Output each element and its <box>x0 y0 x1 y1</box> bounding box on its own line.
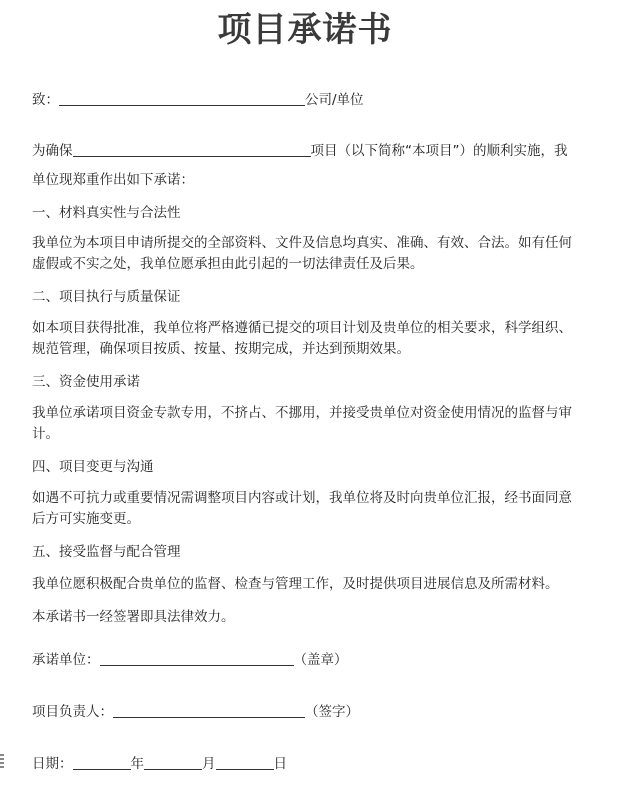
month-blank[interactable] <box>144 755 202 770</box>
section-body: 我单位为本项目申请所提交的全部资料、文件及信息均真实、准确、有效、合法。如有任何虚假或不实之处，我单位愿承担由此引起的一切法律责任及后果。 <box>32 235 572 272</box>
recipient-prefix: 致： <box>32 92 59 108</box>
section-body: 我单位愿积极配合贵单位的监督、检查与管理工作，及时提供项目进展信息及所需材料。 <box>32 576 559 592</box>
day-label: 日 <box>273 756 287 772</box>
project-lead-blank[interactable] <box>113 703 305 718</box>
signing-unit-blank[interactable] <box>100 651 294 666</box>
margin-marker <box>0 754 4 770</box>
recipient-blank[interactable] <box>59 91 305 106</box>
project-lead-label: 项目负责人： <box>32 704 113 720</box>
project-name-blank[interactable] <box>73 142 311 157</box>
intro-line <box>32 141 568 161</box>
year-blank[interactable] <box>73 755 131 770</box>
section-heading: 五、接受监督与配合管理 <box>32 544 181 560</box>
intro-suffix: 项目（以下简称“本项目”）的顺利实施，我 <box>310 143 568 159</box>
recipient-line <box>32 90 364 110</box>
project-lead-line <box>32 702 359 722</box>
section-heading: 二、项目执行与质量保证 <box>32 289 181 305</box>
month-label: 月 <box>202 756 216 772</box>
signing-unit-label: 承诺单位： <box>32 652 100 668</box>
signing-unit-line <box>32 650 348 670</box>
section-heading: 四、项目变更与沟通 <box>32 459 154 475</box>
seal-note: （盖章） <box>293 652 348 668</box>
date-line <box>32 754 287 774</box>
section-body: 如本项目获得批准，我单位将严格遵循已提交的项目计划及贵单位的相关要求，科学组织、规范管理，确保项目按质、按量、按期完成，并达到预期效果。 <box>32 320 572 357</box>
signature-note: （签字） <box>305 704 359 720</box>
intro-line-2: 单位现郑重作出如下承诺： <box>32 172 194 188</box>
recipient-suffix: 公司/单位 <box>305 92 364 108</box>
closing-statement: 本承诺书一经签署即具法律效力。 <box>32 609 235 625</box>
section-body: 我单位承诺项目资金专款专用，不挤占、不挪用，并接受贵单位对资金使用情况的监督与审计。 <box>32 405 572 442</box>
date-label: 日期： <box>32 756 73 772</box>
page-title: 项目承诺书 <box>217 10 393 50</box>
section-body: 如遇不可抗力或重要情况需调整项目内容或计划，我单位将及时向贵单位汇报，经书面同意后方可实施变更。 <box>32 490 572 527</box>
day-blank[interactable] <box>216 755 274 770</box>
intro-prefix: 为确保 <box>32 143 73 159</box>
year-label: 年 <box>130 756 144 772</box>
section-heading: 一、材料真实性与合法性 <box>32 205 181 221</box>
section-heading: 三、资金使用承诺 <box>32 374 140 390</box>
